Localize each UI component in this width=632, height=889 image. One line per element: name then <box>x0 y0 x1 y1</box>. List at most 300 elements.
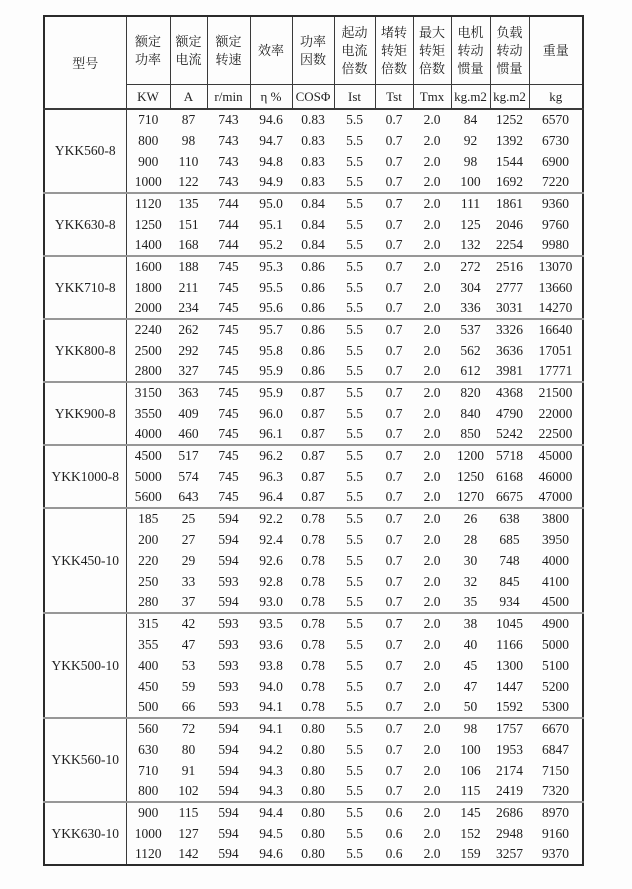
data-cell-rated-speed: 745 <box>218 426 239 441</box>
data-cell-max-torque-ratio: 2.0 <box>423 279 441 295</box>
data-cell-motor-inertia: 1200 <box>451 445 490 466</box>
data-cell-power-factor: 0.87 <box>301 426 325 441</box>
data-cell-rated-power: 2500 <box>134 342 162 358</box>
data-cell-rated-speed: 743 <box>218 153 239 169</box>
data-cell-rated-current: 188 <box>170 256 207 277</box>
data-cell-rated-power: 355 <box>138 636 159 652</box>
data-cell-efficiency: 92.4 <box>259 531 283 547</box>
data-cell-weight: 5300 <box>542 699 569 714</box>
data-cell-power-factor: 0.87 <box>292 445 334 466</box>
data-cell-locked-rotor-torque: 0.7 <box>385 783 403 798</box>
data-cell-locked-rotor-torque: 0.7 <box>385 657 403 673</box>
column-header-max-torque-ratio <box>413 16 451 85</box>
data-cell-locked-rotor-torque: 0.7 <box>385 636 403 652</box>
data-cell-max-torque-ratio: 2.0 <box>413 256 451 277</box>
data-cell-rated-speed: 745 <box>218 342 239 358</box>
data-cell-power-factor: 0.83 <box>301 132 325 148</box>
data-cell-motor-inertia: 1250 <box>457 468 484 484</box>
column-header-weight <box>529 16 583 85</box>
header-label-line: 起动 <box>341 24 368 40</box>
header-label-line: 惯量 <box>496 60 523 76</box>
data-cell-weight: 21500 <box>529 382 583 403</box>
data-cell-weight: 4000 <box>542 552 569 568</box>
data-cell-weight: 5000 <box>542 636 569 652</box>
data-cell-motor-inertia: 850 <box>460 426 481 441</box>
data-cell-max-torque-ratio: 2.0 <box>423 678 441 694</box>
data-cell-weight: 9370 <box>542 846 569 861</box>
data-cell-efficiency: 94.7 <box>259 132 283 148</box>
data-cell-motor-inertia: 132 <box>460 237 481 252</box>
data-cell-efficiency: 95.9 <box>250 382 292 403</box>
data-cell-load-inertia: 4368 <box>490 382 529 403</box>
data-cell-load-inertia: 685 <box>499 531 520 547</box>
column-header-motor-inertia <box>451 16 490 85</box>
data-cell-max-torque-ratio: 2.0 <box>423 405 441 421</box>
data-cell-rated-speed: 594 <box>207 508 250 529</box>
data-cell-locked-rotor-torque: 0.7 <box>375 613 413 634</box>
data-cell-efficiency: 94.6 <box>259 112 283 127</box>
table-row <box>44 256 583 277</box>
data-cell-rated-power: 1800 <box>134 279 162 295</box>
data-cell-locked-rotor-torque: 0.7 <box>385 594 403 609</box>
data-cell-power-factor: 0.78 <box>301 594 325 609</box>
header-label-line: 倍数 <box>341 60 368 76</box>
data-cell-rated-current: 47 <box>181 636 196 652</box>
data-cell-weight: 17771 <box>538 363 573 378</box>
data-cell-rated-power: 5600 <box>134 489 162 504</box>
header-label-line: 转矩 <box>418 42 445 58</box>
model-cell: YKK450-10 <box>44 508 126 613</box>
data-cell-rated-power: 185 <box>126 508 170 529</box>
header-label-line: 电流 <box>341 42 368 58</box>
data-cell-rated-speed: 744 <box>207 193 250 214</box>
model-cell: YKK630-8 <box>44 193 126 256</box>
data-cell-efficiency: 92.6 <box>259 552 283 568</box>
data-cell-rated-current: 211 <box>178 279 199 295</box>
unit-power-factor: COSΦ <box>292 85 334 110</box>
data-cell-rated-current: 168 <box>178 237 199 252</box>
data-cell-rated-current: 122 <box>178 174 199 189</box>
data-cell-starting-current-ratio: 5.5 <box>346 237 363 252</box>
data-cell-rated-speed: 743 <box>218 174 239 189</box>
data-cell-efficiency: 93.8 <box>259 657 283 673</box>
data-cell-locked-rotor-torque: 0.7 <box>385 552 403 568</box>
data-cell-rated-current: 66 <box>181 699 196 714</box>
data-cell-rated-current: 91 <box>181 762 196 778</box>
data-cell-rated-power: 220 <box>138 552 159 568</box>
data-cell-max-torque-ratio: 2.0 <box>423 594 441 609</box>
data-cell-weight: 6570 <box>542 112 569 127</box>
data-cell-motor-inertia: 612 <box>460 363 481 378</box>
data-cell-rated-current: 127 <box>178 825 199 841</box>
data-cell-max-torque-ratio: 2.0 <box>413 508 451 529</box>
data-cell-weight: 6900 <box>542 153 569 169</box>
data-cell-power-factor: 0.87 <box>292 382 334 403</box>
data-cell-locked-rotor-torque: 0.7 <box>385 174 403 189</box>
data-cell-max-torque-ratio: 2.0 <box>413 718 451 739</box>
table-row <box>44 802 583 823</box>
unit-starting-current-ratio: Ist <box>334 85 375 110</box>
table-row <box>44 508 583 529</box>
data-cell-motor-inertia: 47 <box>463 678 478 694</box>
data-cell-locked-rotor-torque: 0.7 <box>385 531 403 547</box>
data-cell-max-torque-ratio: 2.0 <box>413 445 451 466</box>
table-row <box>44 382 583 403</box>
unit-rated-power: KW <box>126 85 170 110</box>
data-cell-motor-inertia: 840 <box>460 405 481 421</box>
data-cell-motor-inertia: 98 <box>451 718 490 739</box>
unit-rated-speed: r/min <box>207 85 250 110</box>
data-cell-efficiency: 94.6 <box>259 846 283 861</box>
data-cell-starting-current-ratio: 5.5 <box>346 405 363 421</box>
data-cell-efficiency: 94.3 <box>259 762 283 778</box>
data-cell-locked-rotor-torque: 0.7 <box>385 300 403 315</box>
data-cell-locked-rotor-torque: 0.7 <box>385 216 403 232</box>
data-cell-efficiency: 96.2 <box>250 445 292 466</box>
data-cell-weight: 7150 <box>542 762 569 778</box>
data-cell-weight: 4900 <box>529 613 583 634</box>
data-cell-rated-speed: 593 <box>218 657 239 673</box>
data-cell-load-inertia: 3257 <box>496 846 523 861</box>
data-cell-starting-current-ratio: 5.5 <box>334 193 375 214</box>
data-cell-power-factor: 0.78 <box>292 613 334 634</box>
data-cell-efficiency: 95.3 <box>250 256 292 277</box>
table-header <box>44 16 583 109</box>
data-cell-load-inertia: 2419 <box>496 783 523 798</box>
data-cell-locked-rotor-torque: 0.7 <box>385 363 403 378</box>
data-cell-load-inertia: 748 <box>499 552 520 568</box>
data-cell-rated-power: 1120 <box>126 193 170 214</box>
data-cell-motor-inertia: 45 <box>463 657 478 673</box>
column-header-efficiency <box>250 16 292 85</box>
data-cell-rated-current: 363 <box>170 382 207 403</box>
data-cell-motor-inertia: 145 <box>451 802 490 823</box>
data-cell-rated-current: 72 <box>170 718 207 739</box>
data-cell-rated-current: 98 <box>181 132 196 148</box>
data-cell-max-torque-ratio: 2.0 <box>423 762 441 778</box>
data-cell-efficiency: 94.2 <box>259 741 283 757</box>
data-cell-efficiency: 94.3 <box>259 783 283 798</box>
data-cell-weight: 9360 <box>529 193 583 214</box>
data-cell-starting-current-ratio: 5.5 <box>346 279 363 295</box>
data-cell-load-inertia: 1392 <box>496 132 523 148</box>
data-cell-power-factor: 0.78 <box>292 508 334 529</box>
unit-rated-current: A <box>170 85 207 110</box>
data-cell-motor-inertia: 115 <box>460 783 481 798</box>
data-cell-weight: 13070 <box>529 256 583 277</box>
data-cell-rated-speed: 745 <box>218 489 239 504</box>
data-cell-max-torque-ratio: 2.0 <box>413 802 451 823</box>
column-header-rated-speed <box>207 16 250 85</box>
table-body <box>44 109 583 865</box>
data-cell-rated-power: 400 <box>138 657 159 673</box>
data-cell-locked-rotor-torque: 0.7 <box>375 193 413 214</box>
data-cell-weight: 6847 <box>542 741 569 757</box>
data-cell-weight: 17051 <box>538 342 573 358</box>
data-cell-load-inertia: 845 <box>499 573 520 589</box>
data-cell-load-inertia: 2777 <box>496 279 523 295</box>
data-cell-rated-power: 315 <box>126 613 170 634</box>
data-cell-max-torque-ratio: 2.0 <box>413 613 451 634</box>
data-cell-starting-current-ratio: 5.5 <box>334 718 375 739</box>
data-cell-rated-current: 151 <box>178 216 199 232</box>
data-cell-rated-speed: 594 <box>207 718 250 739</box>
data-cell-starting-current-ratio: 5.5 <box>346 552 363 568</box>
data-cell-motor-inertia: 1270 <box>457 489 484 504</box>
data-cell-starting-current-ratio: 5.5 <box>346 468 363 484</box>
data-cell-starting-current-ratio: 5.5 <box>346 741 363 757</box>
data-cell-motor-inertia: 100 <box>460 741 481 757</box>
data-cell-starting-current-ratio: 5.5 <box>334 445 375 466</box>
data-cell-rated-speed: 745 <box>218 279 239 295</box>
data-cell-rated-current: 37 <box>181 594 196 609</box>
data-cell-starting-current-ratio: 5.5 <box>346 112 363 127</box>
header-label-line: 功率 <box>299 33 326 49</box>
data-cell-max-torque-ratio: 2.0 <box>423 174 441 189</box>
data-cell-load-inertia: 1447 <box>496 678 523 694</box>
data-cell-rated-power: 2000 <box>134 300 162 315</box>
data-cell-rated-speed: 743 <box>218 132 239 148</box>
table-row <box>44 718 583 739</box>
data-cell-max-torque-ratio: 2.0 <box>423 825 441 841</box>
table-row <box>44 445 583 466</box>
data-cell-rated-current: 135 <box>170 193 207 214</box>
data-cell-rated-power: 2240 <box>126 319 170 340</box>
data-cell-rated-speed: 594 <box>218 825 239 841</box>
data-cell-load-inertia: 934 <box>499 594 520 609</box>
header-label-line: 额定 <box>175 33 202 49</box>
data-cell-power-factor: 0.84 <box>301 216 325 232</box>
data-cell-power-factor: 0.86 <box>301 342 325 358</box>
data-cell-rated-current: 80 <box>181 741 196 757</box>
table-row <box>44 193 583 214</box>
data-cell-load-inertia: 5242 <box>496 426 523 441</box>
data-cell-rated-current: 29 <box>181 552 196 568</box>
data-cell-rated-power: 1000 <box>134 174 162 189</box>
data-cell-weight: 8970 <box>529 802 583 823</box>
data-cell-weight: 5100 <box>542 657 569 673</box>
data-cell-rated-power: 800 <box>138 132 159 148</box>
data-cell-locked-rotor-torque: 0.7 <box>375 445 413 466</box>
data-cell-load-inertia: 3636 <box>496 342 523 358</box>
data-cell-power-factor: 0.78 <box>301 699 325 714</box>
unit-motor-inertia: kg.m2 <box>451 85 490 110</box>
data-cell-max-torque-ratio: 2.0 <box>423 657 441 673</box>
header-label-line: 效率 <box>257 42 284 58</box>
data-cell-motor-inertia: 50 <box>463 699 478 714</box>
data-cell-efficiency: 96.0 <box>259 405 283 421</box>
data-cell-starting-current-ratio: 5.5 <box>346 678 363 694</box>
data-cell-load-inertia: 1757 <box>490 718 529 739</box>
data-cell-load-inertia: 5718 <box>490 445 529 466</box>
data-cell-load-inertia: 1692 <box>496 174 523 189</box>
data-cell-power-factor: 0.86 <box>292 319 334 340</box>
data-cell-weight: 9760 <box>542 216 569 232</box>
data-cell-rated-current: 460 <box>178 426 199 441</box>
header-label-line: 因数 <box>299 51 326 67</box>
header-label-line: 功率 <box>134 51 161 67</box>
data-cell-weight: 47000 <box>538 489 573 504</box>
data-cell-rated-speed: 745 <box>207 256 250 277</box>
header-label-line: 转矩 <box>380 42 407 58</box>
data-cell-rated-power: 1400 <box>134 237 162 252</box>
data-cell-max-torque-ratio: 2.0 <box>423 132 441 148</box>
model-cell: YKK710-8 <box>44 256 126 319</box>
data-cell-rated-current: 409 <box>178 405 199 421</box>
data-cell-weight: 7320 <box>542 783 569 798</box>
data-cell-starting-current-ratio: 5.5 <box>334 256 375 277</box>
data-cell-weight: 9160 <box>542 825 569 841</box>
data-cell-efficiency: 93.0 <box>259 594 283 609</box>
column-header-locked-rotor-torque <box>375 16 413 85</box>
data-cell-max-torque-ratio: 2.0 <box>413 382 451 403</box>
data-cell-motor-inertia: 152 <box>460 825 481 841</box>
data-cell-power-factor: 0.87 <box>301 405 325 421</box>
data-cell-weight: 22000 <box>538 405 573 421</box>
unit-load-inertia: kg.m2 <box>490 85 529 110</box>
data-cell-rated-power: 1000 <box>134 825 162 841</box>
data-cell-motor-inertia: 100 <box>460 174 481 189</box>
header-label-line: 负载 <box>496 24 523 40</box>
data-cell-motor-inertia: 84 <box>463 112 478 127</box>
data-cell-rated-current: 33 <box>181 573 196 589</box>
data-cell-load-inertia: 2516 <box>490 256 529 277</box>
data-cell-rated-speed: 594 <box>218 846 239 861</box>
data-cell-efficiency: 94.8 <box>259 153 283 169</box>
data-cell-starting-current-ratio: 5.5 <box>346 342 363 358</box>
data-cell-max-torque-ratio: 2.0 <box>423 489 441 504</box>
data-cell-weight: 3950 <box>542 531 569 547</box>
data-cell-motor-inertia: 106 <box>460 762 481 778</box>
data-cell-max-torque-ratio: 2.0 <box>423 342 441 358</box>
data-cell-rated-power: 630 <box>138 741 159 757</box>
data-cell-max-torque-ratio: 2.0 <box>423 112 441 127</box>
column-header-model: 型号 <box>44 16 126 109</box>
data-cell-rated-power: 280 <box>138 594 159 609</box>
data-cell-rated-current: 59 <box>181 678 196 694</box>
data-cell-rated-power: 450 <box>138 678 159 694</box>
data-cell-rated-speed: 745 <box>218 300 239 315</box>
data-cell-max-torque-ratio: 2.0 <box>423 300 441 315</box>
data-cell-efficiency: 92.2 <box>250 508 292 529</box>
data-cell-rated-power: 3550 <box>134 405 162 421</box>
data-cell-rated-power: 4000 <box>134 426 162 441</box>
unit-weight: kg <box>529 85 583 110</box>
data-cell-starting-current-ratio: 5.5 <box>346 363 363 378</box>
data-cell-power-factor: 0.80 <box>292 718 334 739</box>
header-label-line: 电流 <box>175 51 202 67</box>
data-cell-rated-current: 110 <box>178 153 199 169</box>
data-cell-load-inertia: 2686 <box>490 802 529 823</box>
model-cell: YKK800-8 <box>44 319 126 382</box>
data-cell-locked-rotor-torque: 0.7 <box>385 342 403 358</box>
data-cell-locked-rotor-torque: 0.6 <box>385 846 403 861</box>
data-cell-starting-current-ratio: 5.5 <box>346 762 363 778</box>
header-label-line: 转动 <box>457 42 484 58</box>
data-cell-max-torque-ratio: 2.0 <box>423 153 441 169</box>
header-label-line: 电机 <box>457 24 484 40</box>
data-cell-motor-inertia: 40 <box>463 636 478 652</box>
data-cell-efficiency: 95.5 <box>259 279 283 295</box>
data-cell-max-torque-ratio: 2.0 <box>423 846 441 861</box>
data-cell-max-torque-ratio: 2.0 <box>423 699 441 714</box>
data-cell-starting-current-ratio: 5.5 <box>346 846 363 861</box>
data-cell-locked-rotor-torque: 0.6 <box>385 825 403 841</box>
data-cell-rated-power: 200 <box>138 531 159 547</box>
data-cell-load-inertia: 1953 <box>496 741 523 757</box>
data-cell-rated-speed: 745 <box>207 445 250 466</box>
data-cell-weight: 13660 <box>538 279 573 295</box>
data-cell-load-inertia: 2174 <box>496 762 523 778</box>
data-cell-rated-speed: 594 <box>218 552 239 568</box>
data-cell-weight: 3800 <box>529 508 583 529</box>
data-cell-rated-current: 643 <box>178 489 199 504</box>
data-cell-rated-speed: 593 <box>218 678 239 694</box>
data-cell-max-torque-ratio: 2.0 <box>423 636 441 652</box>
data-cell-rated-current: 574 <box>178 468 199 484</box>
data-cell-locked-rotor-torque: 0.7 <box>385 489 403 504</box>
data-cell-power-factor: 0.78 <box>301 636 325 652</box>
data-cell-weight: 16640 <box>529 319 583 340</box>
data-cell-load-inertia: 3031 <box>496 300 523 315</box>
data-cell-efficiency: 94.0 <box>259 678 283 694</box>
data-cell-load-inertia: 1544 <box>496 153 523 169</box>
data-cell-power-factor: 0.86 <box>301 300 325 315</box>
data-cell-rated-current: 327 <box>178 363 199 378</box>
model-cell: YKK560-8 <box>44 109 126 193</box>
data-cell-max-torque-ratio: 2.0 <box>423 573 441 589</box>
data-cell-locked-rotor-torque: 0.7 <box>385 741 403 757</box>
data-cell-locked-rotor-torque: 0.7 <box>385 279 403 295</box>
data-cell-efficiency: 96.4 <box>259 489 283 504</box>
data-cell-max-torque-ratio: 2.0 <box>423 552 441 568</box>
data-cell-max-torque-ratio: 2.0 <box>423 363 441 378</box>
data-cell-locked-rotor-torque: 0.7 <box>375 256 413 277</box>
data-cell-starting-current-ratio: 5.5 <box>346 531 363 547</box>
data-cell-rated-current: 115 <box>170 802 207 823</box>
unit-efficiency: η % <box>250 85 292 110</box>
data-cell-rated-speed: 594 <box>218 783 239 798</box>
data-cell-motor-inertia: 30 <box>463 552 478 568</box>
data-cell-starting-current-ratio: 5.5 <box>334 508 375 529</box>
data-cell-locked-rotor-torque: 0.7 <box>385 405 403 421</box>
data-cell-locked-rotor-torque: 0.6 <box>375 802 413 823</box>
data-cell-starting-current-ratio: 5.5 <box>346 174 363 189</box>
header-label-line: 额定 <box>215 33 242 49</box>
data-cell-power-factor: 0.87 <box>301 489 325 504</box>
column-header-rated-current <box>170 16 207 85</box>
data-cell-rated-speed: 745 <box>218 363 239 378</box>
header-label-line: 堵转 <box>380 24 407 40</box>
data-cell-load-inertia: 1861 <box>490 193 529 214</box>
data-cell-efficiency: 95.9 <box>259 363 283 378</box>
data-cell-weight: 4500 <box>542 594 569 609</box>
data-cell-efficiency: 95.2 <box>259 237 283 252</box>
data-cell-power-factor: 0.78 <box>301 657 325 673</box>
data-cell-max-torque-ratio: 2.0 <box>413 193 451 214</box>
data-cell-rated-power: 800 <box>138 783 159 798</box>
data-cell-power-factor: 0.83 <box>301 112 325 127</box>
data-cell-locked-rotor-torque: 0.7 <box>385 426 403 441</box>
header-label-line: 转速 <box>215 51 242 67</box>
data-cell-motor-inertia: 35 <box>463 594 478 609</box>
data-cell-max-torque-ratio: 2.0 <box>423 783 441 798</box>
header-label-line: 惯量 <box>457 60 484 76</box>
data-cell-load-inertia: 1300 <box>496 657 523 673</box>
data-cell-locked-rotor-torque: 0.7 <box>385 573 403 589</box>
data-cell-efficiency: 95.7 <box>250 319 292 340</box>
data-cell-rated-speed: 594 <box>207 802 250 823</box>
